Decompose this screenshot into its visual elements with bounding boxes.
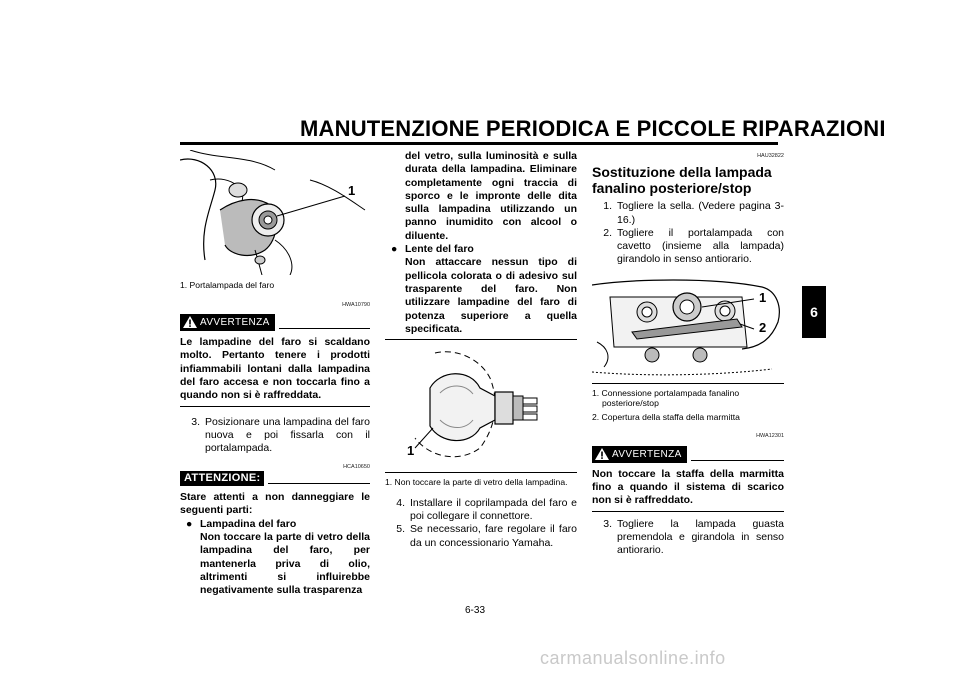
taillight-figure — [592, 277, 784, 381]
headlight-socket-illustration — [180, 150, 370, 275]
warning-header — [180, 314, 370, 331]
figure-caption-1: 1. Connessione portalampada fanalino posteriore/stop — [592, 387, 740, 409]
warning-header — [592, 446, 784, 463]
bullet1-continued: del vetro, sulla luminosità e sulla durata della lampadina. Eliminare completamente ogni traccia di sporco e le impronte delle dita sulla lampadina utilizzando un panno inumidito con alcool o diluente. — [405, 150, 577, 242]
chapter-tab: 6 — [802, 286, 826, 338]
warning-code: HWA10790 — [342, 301, 370, 308]
headlight-socket-figure — [180, 150, 370, 275]
figure-callout-2: 2 — [759, 319, 767, 335]
step-4: 4. Installare il coprilampada del faro e poi collegare il connettore. — [396, 496, 577, 522]
bulb-figure — [385, 348, 577, 468]
warning-text: Non toccare la staffa della marmitta fino a quando il sistema di scarico non si è raffreddato. — [592, 467, 784, 507]
figure-caption: 1. Portalampada del faro — [180, 280, 275, 290]
step-2: 2. Togliere il portalampada con cavetto (insieme alla lampada) girandolo in senso antiorario. — [603, 226, 784, 266]
column-2 — [385, 150, 577, 550]
bullet-headlight-bulb: ● Lampadina del faro Non toccare la parte di vetro della lampadina del faro, per mantenerla priva di olio, altrimenti si influirebbe negativamente sulla trasparenza — [186, 517, 370, 597]
step-3: 3. Togliere la lampada guasta premendola e girandola in senso antiorario. — [603, 517, 784, 557]
column-1 — [180, 150, 370, 597]
section-code: HAU32822 — [757, 153, 784, 159]
title-rule — [180, 142, 778, 145]
caution-code: HCA10650 — [343, 464, 370, 471]
page-title: MANUTENZIONE PERIODICA E PICCOLE RIPARAZIONI — [300, 116, 886, 141]
figure-caption: 1. Non toccare la parte di vetro della lampadina. — [385, 477, 568, 488]
bullet-dot: ● — [391, 243, 398, 256]
figure-callout-1: 1 — [759, 289, 767, 305]
section-title: Sostituzione della lampada fanalino posteriore/stop — [592, 164, 772, 197]
step-3: 3. Posizionare una lampadina del faro nuova e poi fissarla con il portalampada. — [191, 415, 370, 455]
warning-label: AVVERTENZA — [180, 314, 275, 331]
caution-label: ATTENZIONE: — [180, 471, 264, 486]
caution-header — [180, 471, 370, 486]
warning-code: HWA12301 — [756, 433, 784, 440]
warning-label: AVVERTENZA — [592, 446, 687, 463]
warning-text: Le lampadine del faro si scaldano molto. Pertanto tenere i prodotti infiammabili lontani dalla lampadina del faro accesa e non toccarla fino a quando non si è raffreddata. — [180, 336, 370, 402]
page-number: 6-33 — [465, 605, 486, 616]
taillight-socket-illustration — [592, 277, 784, 381]
column-3 — [592, 150, 784, 558]
bullet-headlight-lens: ● Lente del faro Non attaccare nessun tipo di pellicola colorata o di adesivo sul trasparente del faro. Non utilizzare lampadine del faro di potenza superiore a quella specificata. — [391, 243, 577, 335]
bullet-dot: ● — [186, 517, 193, 530]
figure-callout: 1 — [348, 183, 356, 198]
figure-caption-2: 2. Copertura della staffa della marmitta — [592, 411, 740, 422]
figure-callout: 1 — [407, 443, 415, 459]
watermark: carmanualsonline.info — [540, 648, 726, 668]
caution-intro: Stare attenti a non danneggiare le seguenti parti: — [180, 491, 370, 517]
warning-triangle-icon — [595, 448, 609, 460]
step-1: 1. Togliere la sella. (Vedere pagina 3-16.) — [603, 200, 784, 226]
step-5: 5. Se necessario, fare regolare il faro da un concessionario Yamaha. — [396, 523, 577, 549]
warning-triangle-icon — [183, 316, 197, 328]
